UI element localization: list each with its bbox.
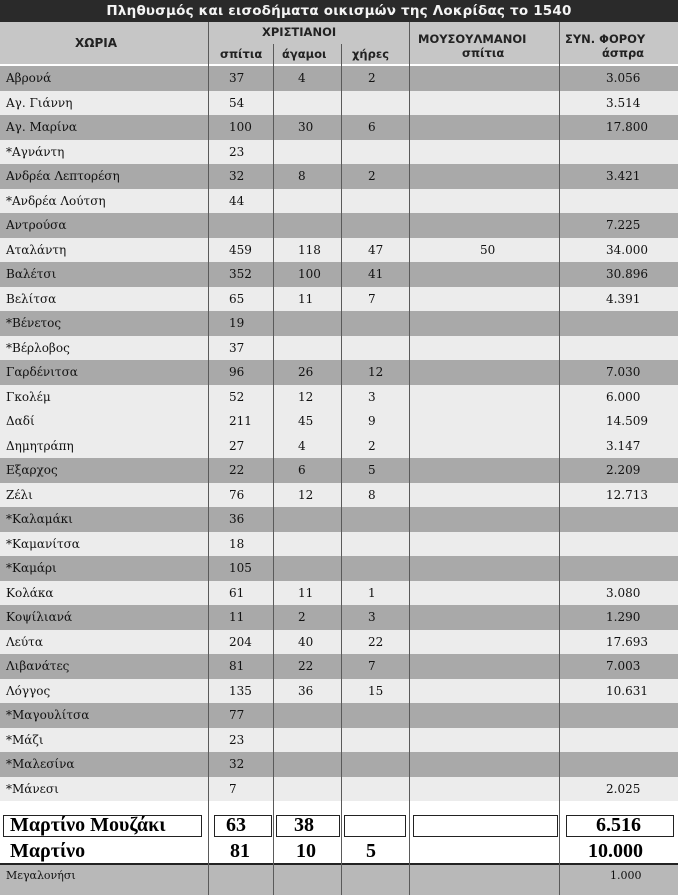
single-count: 2 (298, 610, 306, 624)
table-row (0, 654, 678, 679)
table-row (0, 605, 678, 630)
village-name: Ανδρέα Λεπτορέση (6, 169, 120, 183)
village-name: Γαρδένιτσα (6, 365, 78, 379)
last-row (0, 865, 678, 895)
widows-count: 9 (368, 414, 376, 428)
tax-amount: 1.290 (606, 610, 641, 624)
village-name: Κοψίλιανά (6, 610, 73, 624)
header-tax-unit: άσπρα (602, 46, 645, 60)
houses-count: 105 (229, 561, 252, 575)
village-name: Γκολέμ (6, 389, 51, 404)
single-count: 22 (298, 659, 314, 673)
table-title: Πληθυσμός και εισοδήματα οικισμών της Λοκρίδας το 1540 (0, 0, 678, 22)
tax-amount: 12.713 (606, 487, 648, 502)
header-tax: ΣΥΝ. ΦΟΡΟΥ (565, 32, 646, 46)
widows-count: 15 (368, 683, 384, 698)
village-name: Λιβανάτες (6, 659, 70, 673)
village-name: Ζέλι (6, 487, 33, 502)
header-widows: χήρες (352, 47, 390, 61)
houses-count: 23 (229, 732, 245, 747)
houses-count: 32 (229, 169, 245, 183)
single-count: 45 (298, 414, 314, 428)
highlight-widows: 5 (366, 840, 376, 862)
village-name: Αγ. Μαρίνα (6, 120, 78, 134)
single-count: 6 (298, 463, 306, 477)
widows-count: 22 (368, 634, 384, 649)
table-row (0, 507, 678, 532)
village-name: Δημητράπη (6, 438, 74, 453)
village-name: Αβρονά (6, 71, 52, 85)
tax-amount: 2.025 (606, 781, 641, 796)
single-count: 12 (298, 487, 314, 502)
highlight-single: 38 (294, 814, 314, 836)
table-row (0, 679, 678, 704)
table-row (0, 66, 678, 91)
tax-amount: 7.030 (606, 365, 641, 379)
single-count: 40 (298, 634, 314, 649)
village-name: Εξαρχος (6, 463, 58, 477)
widows-count: 7 (368, 291, 376, 306)
table-row (0, 458, 678, 483)
tax-amount: 4.391 (606, 291, 641, 306)
village-name: *Καλαμάκι (6, 512, 73, 526)
widows-count: 2 (368, 71, 376, 85)
houses-count: 37 (229, 71, 245, 85)
single-count: 4 (298, 71, 306, 85)
single-count: 12 (298, 389, 314, 404)
tax-amount: 34.000 (606, 242, 648, 257)
tax-amount: 10.631 (606, 683, 648, 698)
highlight-muslim-box (413, 815, 558, 837)
houses-count: 52 (229, 389, 245, 404)
highlight-widows-box (344, 815, 406, 837)
muslim-houses-count: 50 (480, 242, 496, 257)
table-row (0, 360, 678, 385)
houses-count: 76 (229, 487, 245, 502)
single-count: 36 (298, 683, 314, 698)
highlight-name: Μαρτίνο Μουζάκι (10, 814, 166, 836)
table-row (0, 728, 678, 753)
village-name: *Καμάρι (6, 561, 57, 575)
tax-amount: 3.514 (606, 95, 641, 110)
houses-count: 7 (229, 781, 237, 796)
widows-count: 1 (368, 585, 376, 600)
houses-count: 459 (229, 242, 252, 257)
col-divider (341, 44, 342, 895)
single-count: 100 (298, 267, 321, 281)
widows-count: 5 (368, 463, 376, 477)
tax-amount: 30.896 (606, 267, 648, 281)
widows-count: 7 (368, 659, 376, 673)
last-row-name: Μεγαλονήσι (6, 869, 76, 882)
houses-count: 81 (229, 659, 245, 673)
village-name: *Βένετος (6, 316, 62, 330)
village-name: *Μαγουλίτσα (6, 708, 90, 722)
table-row (0, 213, 678, 238)
houses-count: 65 (229, 291, 245, 306)
houses-count: 11 (229, 610, 245, 624)
table-row (0, 483, 678, 508)
highlight-single: 10 (296, 840, 316, 862)
tax-amount: 3.056 (606, 71, 641, 85)
table-row (0, 581, 678, 606)
table-row (0, 703, 678, 728)
table-row (0, 777, 678, 802)
village-name: Αγ. Γιάννη (6, 95, 73, 110)
table-row (0, 311, 678, 336)
table-row (0, 91, 678, 116)
table-row (0, 385, 678, 410)
village-name: Κολάκα (6, 585, 54, 600)
houses-count: 32 (229, 757, 245, 771)
single-count: 26 (298, 365, 314, 379)
tax-amount: 2.209 (606, 463, 641, 477)
table-row (0, 434, 678, 459)
header-houses: σπίτια (220, 47, 263, 61)
single-count: 4 (298, 438, 306, 453)
table-row (0, 115, 678, 140)
highlight-houses: 63 (226, 814, 246, 836)
table-row (0, 336, 678, 361)
village-name: Αταλάντη (6, 242, 67, 257)
table-row (0, 752, 678, 777)
last-row-tax: 1.000 (610, 869, 642, 882)
table-row (0, 630, 678, 655)
houses-count: 19 (229, 316, 245, 330)
houses-count: 36 (229, 512, 245, 526)
col-divider (409, 22, 410, 895)
widows-count: 2 (368, 169, 376, 183)
village-name: Βαλέτσι (6, 267, 57, 281)
header-muslim-houses: σπίτια (462, 46, 505, 60)
header-muslims: ΜΟΥΣΟΥΛΜΑΝΟΙ (418, 32, 527, 46)
village-name: Δαδί (6, 414, 35, 428)
single-count: 118 (298, 242, 321, 257)
single-count: 8 (298, 169, 306, 183)
houses-count: 22 (229, 463, 245, 477)
col-divider (208, 22, 209, 895)
village-name: *Μάνεσι (6, 781, 59, 796)
houses-count: 18 (229, 536, 245, 551)
highlight-row-1 (0, 814, 678, 838)
table-row (0, 532, 678, 557)
tax-amount: 6.000 (606, 389, 641, 404)
village-name: *Καμανίτσα (6, 536, 80, 551)
single-count: 11 (298, 291, 314, 306)
tax-amount: 7.003 (606, 659, 641, 673)
table-row (0, 287, 678, 312)
table-body (0, 66, 678, 801)
single-count: 30 (298, 120, 314, 134)
houses-count: 135 (229, 683, 252, 698)
village-name: *Μάζι (6, 732, 44, 747)
header-christians: ΧΡΙΣΤΙΑΝΟΙ (262, 25, 337, 39)
table-row (0, 238, 678, 263)
houses-count: 211 (229, 414, 252, 428)
table-row (0, 409, 678, 434)
widows-count: 47 (368, 242, 384, 257)
col-divider (559, 22, 560, 895)
highlight-name: Μαρτίνο (10, 840, 86, 862)
houses-count: 44 (229, 193, 245, 208)
tax-amount: 17.800 (606, 120, 648, 134)
widows-count: 2 (368, 438, 376, 453)
table-row (0, 189, 678, 214)
table-header (0, 22, 678, 64)
widows-count: 12 (368, 365, 384, 379)
single-count: 11 (298, 585, 314, 600)
widows-count: 3 (368, 389, 376, 404)
village-name: *Ανδρέα Λούτση (6, 193, 106, 208)
houses-count: 100 (229, 120, 252, 134)
houses-count: 54 (229, 95, 245, 110)
table-row (0, 262, 678, 287)
tax-amount: 7.225 (606, 218, 641, 232)
village-name: *Βέρλοβος (6, 340, 70, 355)
tax-amount: 14.509 (606, 414, 648, 428)
table-row (0, 556, 678, 581)
houses-count: 27 (229, 438, 245, 453)
houses-count: 23 (229, 144, 245, 159)
tax-amount: 3.147 (606, 438, 641, 453)
table-row (0, 140, 678, 165)
houses-count: 37 (229, 340, 245, 355)
houses-count: 61 (229, 585, 245, 600)
highlight-tax: 10.000 (588, 840, 643, 862)
highlight-tax: 6.516 (596, 814, 641, 836)
houses-count: 352 (229, 267, 252, 281)
tax-amount: 17.693 (606, 634, 648, 649)
widows-count: 8 (368, 487, 376, 502)
highlight-houses: 81 (230, 840, 250, 862)
houses-count: 96 (229, 365, 245, 379)
village-name: Λόγγος (6, 683, 51, 698)
tax-amount: 3.080 (606, 585, 641, 600)
village-name: *Μαλεσίνα (6, 757, 75, 771)
widows-count: 3 (368, 610, 376, 624)
col-divider (273, 44, 274, 895)
houses-count: 77 (229, 708, 245, 722)
table-row (0, 164, 678, 189)
widows-count: 41 (368, 267, 384, 281)
village-name: Λεύτα (6, 634, 43, 649)
houses-count: 204 (229, 634, 252, 649)
header-single: άγαμοι (282, 47, 327, 61)
widows-count: 6 (368, 120, 376, 134)
tax-amount: 3.421 (606, 169, 641, 183)
highlight-row-2 (0, 839, 678, 865)
header-villages: ΧΩΡΙΑ (75, 36, 117, 50)
village-name: Αντρούσα (6, 218, 67, 232)
village-name: *Αγνάντη (6, 144, 65, 159)
village-name: Βελίτσα (6, 291, 57, 306)
